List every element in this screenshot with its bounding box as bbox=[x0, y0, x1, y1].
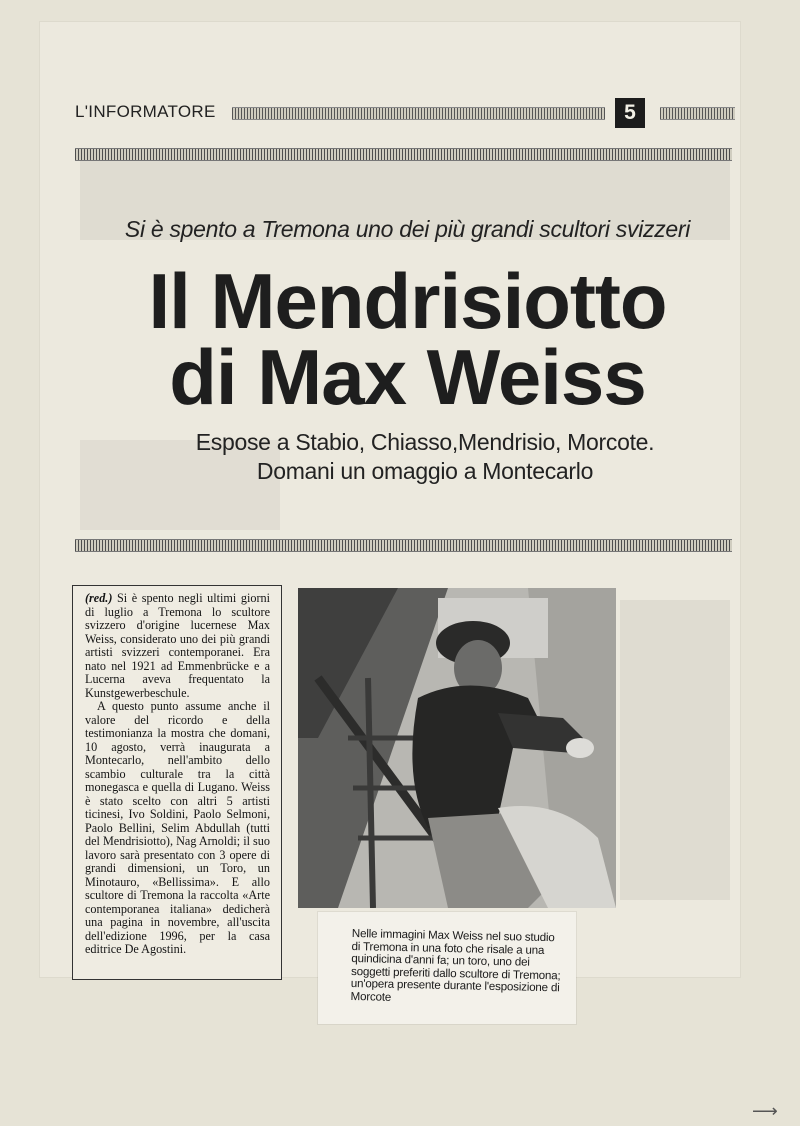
next-page-arrow-icon[interactable]: ⟶ bbox=[752, 1101, 778, 1121]
sculptor-photo-illustration bbox=[298, 588, 616, 908]
deck-line-1: Espose a Stabio, Chiasso,Mendrisio, Morcote. bbox=[195, 429, 655, 455]
header-rule-right bbox=[660, 107, 735, 120]
article-lead: (red.) bbox=[85, 591, 113, 605]
top-rule bbox=[75, 148, 732, 161]
article-paragraph-1-text: Si è spento negli ultimi giorni di luglio a Tremona lo scultore svizzero d'origine lucernese Max Weiss, considerato uno dei più grandi artisti svizzeri contemporanei. Era nato nel 1921 ad Emmenbrücke e a Lucerna aveva frequentato la Kunstgewerbeschule. bbox=[85, 591, 271, 700]
page-header bbox=[75, 98, 735, 126]
article-body bbox=[72, 585, 282, 980]
photo-max-weiss-studio bbox=[298, 588, 616, 908]
headline-line-1: Il Mendrisiotto bbox=[148, 257, 667, 345]
masthead: L'INFORMATORE bbox=[75, 102, 216, 121]
article-paragraph-1 bbox=[85, 592, 270, 700]
deck-line-2: Domani un omaggio a Montecarlo bbox=[256, 458, 594, 484]
headline-line-2: di Max Weiss bbox=[169, 333, 646, 421]
kicker: Si è spento a Tremona uno dei più grandi scultori svizzeri bbox=[124, 216, 691, 242]
photo-caption: Nelle immagini Max Weiss nel suo studio di Tremona in una foto che risale a una quindicina d'anni fa; un toro, uno dei soggetti preferiti dallo scultore di Tremona; un'opera presente durante l'esposizione di Morcote bbox=[350, 927, 561, 1004]
page-number: 5 bbox=[615, 98, 645, 128]
header-rule-left bbox=[232, 107, 605, 120]
article-paragraph-2: A questo punto assume anche il valore del ricordo e della testimonianza la mostra che domani, 10 agosto, verrà inaugurata a Montecarlo, nell'ambito dello scambio culturale tra la città monegasca e quella di Lugano. Weiss è stato scelto con altri 5 artisti ticinesi, Ivo Soldini, Paolo Selmoni, Paolo Bellini, Selim Abdullah (tutti del Mendrisiotto), Nag Arnoldi; il suo lavoro sarà presentato con 3 opere di grandi dimensioni, un Toro, un Minotauro, «Bellissima». E allo scultore di Tremona la raccolta «Arte contemporanea italiana» dedicherà una pagina in novembre, all'uscita dell'edizione 1996, per la casa editrice De Agostini. bbox=[85, 699, 270, 956]
middle-rule bbox=[75, 539, 732, 552]
